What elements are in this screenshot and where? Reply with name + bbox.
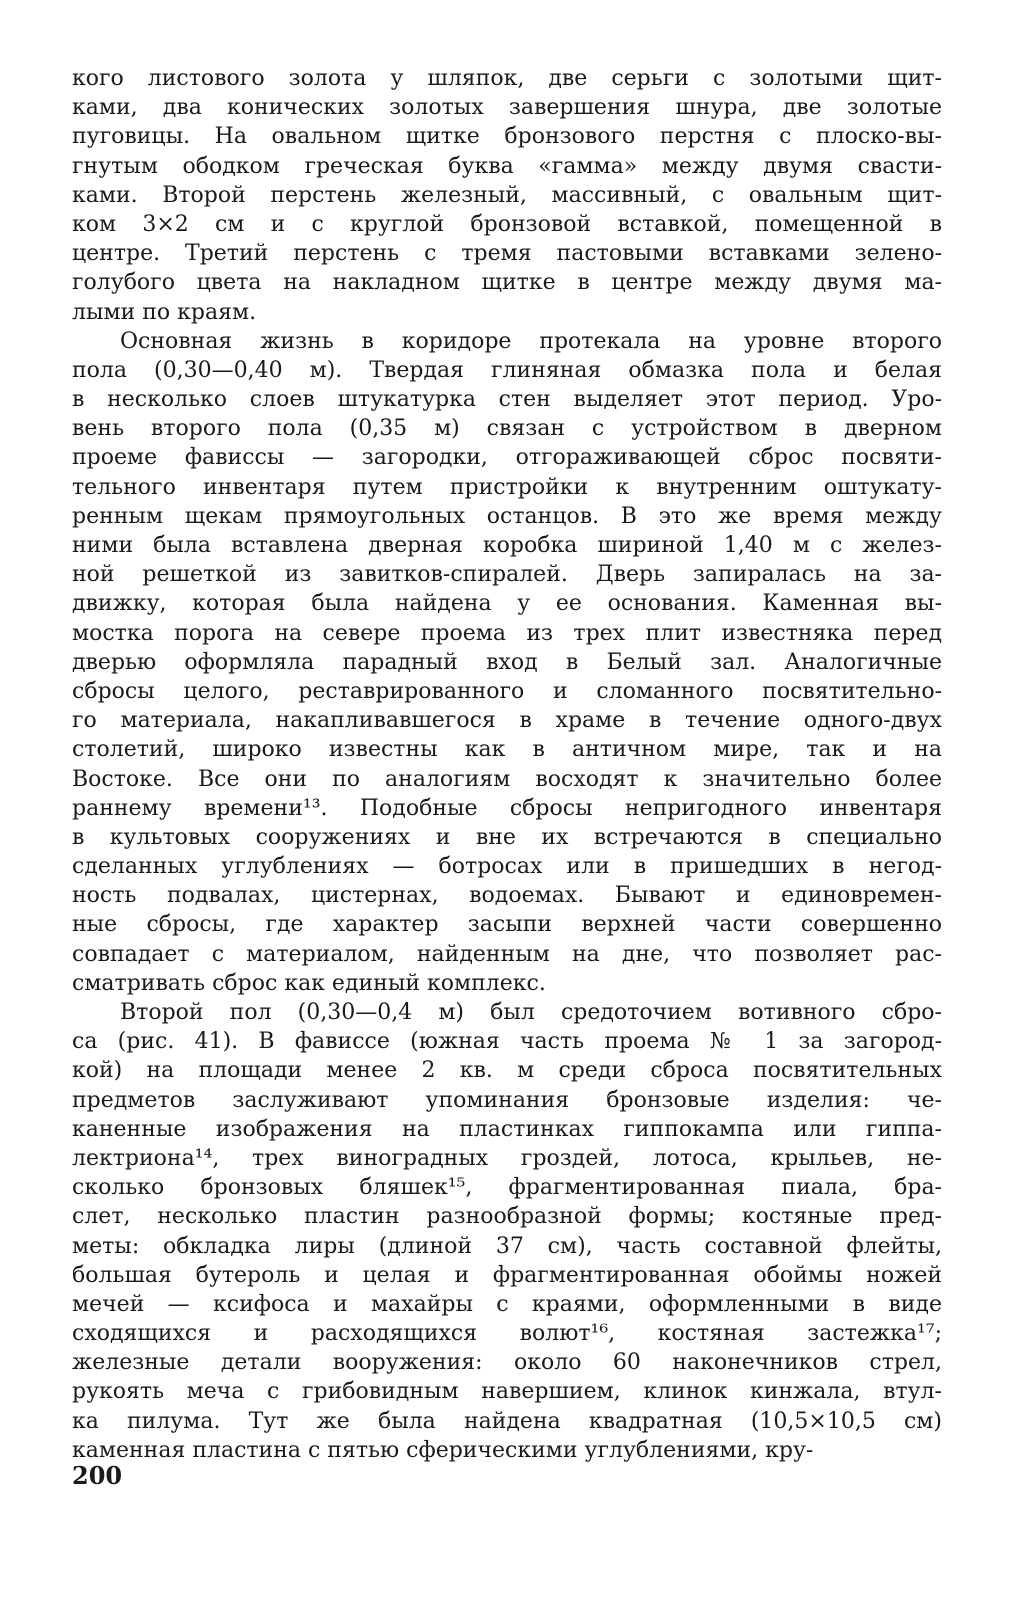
text-line: лектриона¹⁴, трех виноградных гроздей, лотоса, крыльев, не-: [72, 1145, 942, 1171]
text-line: пола (0,30—0,40 м). Твердая глиняная обмазка пола и белая: [72, 357, 942, 383]
text-line: го материала, накапливавшегося в храме в течение одного-двух: [72, 708, 942, 734]
text-line: меты: обкладка лиры (длиной 37 см), часть составной флейты,: [72, 1233, 942, 1259]
text-line: сходящихся и расходящихся волют¹⁶, костяная застежка¹⁷;: [72, 1321, 942, 1347]
text-line: ренным щекам прямоугольных останцов. В это же время между: [72, 503, 942, 529]
text-line: кой) на площади менее 2 кв. м среди сброса посвятительных: [72, 1058, 942, 1084]
text-line: ные сбросы, где характер засыпи верхней части совершенно: [72, 912, 942, 938]
text-line: сбросы целого, реставрированного и сломанного посвятительно-: [72, 678, 942, 704]
text-line: вень второго пола (0,35 м) связан с устройством в дверном: [72, 416, 942, 442]
text-line: дверью оформляла парадный вход в Белый зал. Аналогичные: [72, 649, 942, 675]
text-line: ка пилума. Тут же была найдена квадратная (10,5×10,5 см): [72, 1408, 942, 1434]
text-line: предметов заслуживают упоминания бронзовые изделия: че-: [72, 1087, 942, 1113]
text-line: ной решеткой из завитков-спиралей. Дверь запиралась на за-: [72, 562, 942, 588]
text-line: каменная пластина с пятью сферическими углублениями, кру-: [72, 1437, 814, 1463]
text-line: ками, два конических золотых завершения шнура, две золотые: [72, 95, 942, 121]
text-line: кого листового золота у шляпок, две серьги с золотыми щит-: [72, 66, 942, 91]
text-line: тельного инвентаря путем пристройки к внутренним оштукату-: [72, 474, 942, 500]
text-line: центре. Третий перстень с тремя пастовыми вставками зелено-: [72, 241, 942, 267]
text-line: гнутым ободком греческая буква «гамма» между двумя свасти-: [72, 153, 942, 179]
text-line: железные детали вооружения: около 60 наконечников стрел,: [72, 1350, 942, 1376]
text-line: Востоке. Все они по аналогиям восходят к значительно более: [72, 766, 942, 792]
text-line: сколько бронзовых бляшек¹⁵, фрагментированная пиала, бра-: [72, 1175, 942, 1201]
text-line: пуговицы. На овальном щитке бронзового перстня с плоско-вы-: [72, 124, 942, 150]
text-line: проеме фависсы — загородки, отгораживающей сброс посвяти-: [72, 445, 942, 471]
text-line: мечей — ксифоса и махайры с краями, оформленными в виде: [72, 1291, 942, 1317]
paragraph: [72, 327, 942, 998]
text-line: са (рис. 41). В фависсе (южная часть проема № 1 за загород-: [72, 1029, 942, 1055]
text-line: совпадает с материалом, найденным на дне, что позволяет рас-: [72, 941, 942, 967]
text-line: каненные изображения на пластинках гиппокампа или гиппа-: [72, 1116, 942, 1142]
text-line: раннему времени¹³. Подобные сбросы непригодного инвентаря: [72, 795, 942, 821]
body-text: [72, 64, 942, 1465]
text-line: голубого цвета на накладном щитке в центре между двумя ма-: [72, 270, 942, 296]
page-number: 200: [72, 1461, 123, 1490]
text-line: ность подвалах, цистернах, водоемах. Бывают и единовремен-: [72, 883, 942, 909]
text-line: ними была вставлена дверная коробка шириной 1,40 м с желез-: [72, 533, 942, 558]
text-line: рукоять меча с грибовидным навершием, клинок кинжала, втул-: [72, 1379, 942, 1405]
text-line: движку, которая была найдена у ее основания. Каменная вы-: [72, 591, 942, 617]
text-line: слет, несколько пластин разнообразной формы; костяные пред-: [72, 1204, 942, 1230]
text-line: ками. Второй перстень железный, массивный, с овальным щит-: [72, 182, 942, 208]
text-line: ком 3×2 см и с круглой бронзовой вставкой, помещенной в: [72, 211, 942, 237]
text-line: Второй пол (0,30—0,4 м) был средоточием вотивного сбро-: [120, 1000, 942, 1025]
text-line: столетий, широко известны как в античном мире, так и на: [72, 737, 942, 763]
paragraph: [72, 64, 942, 327]
text-line: сделанных углублениях — ботросах или в пришедших в негод-: [72, 854, 942, 880]
text-line: сматривать сброс как единый комплекс.: [72, 970, 546, 996]
text-line: в несколько слоев штукатурка стен выделяет этот период. Уро-: [72, 387, 942, 413]
text-line: в культовых сооружениях и вне их встречаются в специально: [72, 824, 942, 850]
text-line: большая бутероль и целая и фрагментированная обоймы ножей: [72, 1262, 942, 1288]
text-line: мостка порога на севере проема из трех плит известняка перед: [72, 620, 942, 646]
text-line: Основная жизнь в коридоре протекала на уровне второго: [120, 328, 942, 354]
paragraph: [72, 998, 942, 1465]
text-line: лыми по краям.: [72, 299, 257, 325]
